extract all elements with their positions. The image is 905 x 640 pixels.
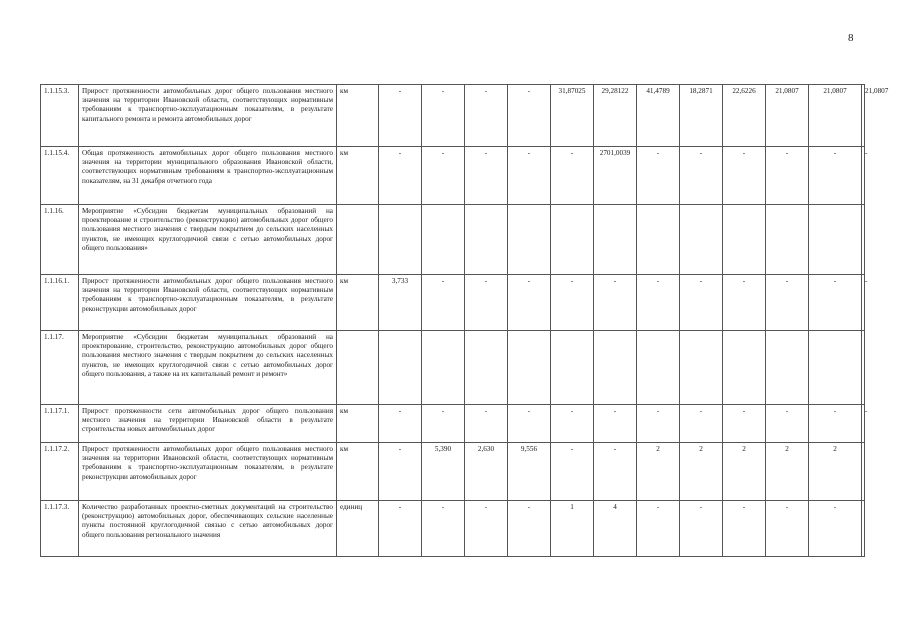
row-code: 1.1.17.3. <box>41 501 79 557</box>
row-value: - <box>422 275 465 331</box>
row-value <box>551 205 594 275</box>
row-value: - <box>422 85 465 147</box>
row-value: - <box>766 501 809 557</box>
row-code: 1.1.15.4. <box>41 147 79 205</box>
row-value: - <box>508 275 551 331</box>
row-description: Мероприятие «Субсидии бюджетам муниципальных образований на проектирование, строительство, реконструкцию автомобильных дорог общего пользования местного значения с твердым покрытием до сельских населенных пунктов, не имеющих круглогодичной связи с сетью автомобильных дорог общего пользования, а также на их капитальный ремонт и ремонт» <box>79 331 337 405</box>
row-code: 1.1.15.3. <box>41 85 79 147</box>
row-description: Прирост протяженности сети автомобильных дорог общего пользования местного значения на территории Ивановской области в результате строительства новых автомобильных дорог <box>79 405 337 443</box>
table-row <box>41 443 865 501</box>
row-value <box>508 331 551 405</box>
row-value: - <box>809 147 862 205</box>
row-value: - <box>809 275 862 331</box>
row-value: 2 <box>766 443 809 501</box>
row-value: - <box>637 501 680 557</box>
row-value: - <box>862 147 865 205</box>
row-value: - <box>379 443 422 501</box>
row-value <box>508 205 551 275</box>
row-value: - <box>723 501 766 557</box>
row-value <box>680 331 723 405</box>
row-value: - <box>594 443 637 501</box>
row-value: - <box>551 147 594 205</box>
indicators-table <box>40 84 889 557</box>
row-value: 31,87025 <box>551 85 594 147</box>
row-value: - <box>766 405 809 443</box>
row-value: 41,4789 <box>637 85 680 147</box>
row-value <box>465 331 508 405</box>
row-value <box>680 205 723 275</box>
row-code: 1.1.17. <box>41 331 79 405</box>
row-value: - <box>594 275 637 331</box>
row-value <box>594 331 637 405</box>
row-value <box>422 331 465 405</box>
row-value: 21,0807 <box>809 85 862 147</box>
row-description: Общая протяженность автомобильных дорог общего пользования местного значения на территории муниципального образования Ивановской области, соответствующих нормативным требованиям к транспортно-эксплуатационным показателям, на 31 декабря отчетного года <box>79 147 337 205</box>
table-row <box>41 205 865 275</box>
row-code: 1.1.16. <box>41 205 79 275</box>
row-value: 5,390 <box>422 443 465 501</box>
row-code: 1.1.17.1. <box>41 405 79 443</box>
row-value: 29,28122 <box>594 85 637 147</box>
row-description: Прирост протяженности автомобильных дорог общего пользования местного значения на территории Ивановской области, соответствующих нормативным требованиям к транспортно-эксплуатационным показателям, в результате реконструкции автомобильных дорог <box>79 275 337 331</box>
row-value: - <box>422 147 465 205</box>
row-value: - <box>465 275 508 331</box>
row-unit: км <box>337 85 379 147</box>
row-value: 2701,0039 <box>594 147 637 205</box>
row-value <box>809 205 862 275</box>
row-value: 2 <box>723 443 766 501</box>
row-value: - <box>551 275 594 331</box>
row-value: 9,556 <box>508 443 551 501</box>
row-unit: единиц <box>337 501 379 557</box>
row-value: - <box>680 275 723 331</box>
row-value: - <box>862 405 865 443</box>
row-value: - <box>508 501 551 557</box>
row-value: - <box>766 275 809 331</box>
row-value <box>379 205 422 275</box>
row-value <box>422 205 465 275</box>
row-value: 2 <box>809 443 862 501</box>
row-value: - <box>508 147 551 205</box>
row-unit: км <box>337 405 379 443</box>
row-value: 2 <box>637 443 680 501</box>
row-value: 4 <box>594 501 637 557</box>
row-value <box>862 443 865 501</box>
row-value: - <box>862 275 865 331</box>
table-row <box>41 275 865 331</box>
row-value: - <box>465 147 508 205</box>
row-value: - <box>551 443 594 501</box>
row-value: - <box>680 405 723 443</box>
row-unit: км <box>337 147 379 205</box>
row-description: Прирост протяженности автомобильных дорог общего пользования местного значения на территории Ивановской области, соответствующих нормативным требованиям к транспортно-эксплуатационным показателям, в результате капитального ремонта и ремонта автомобильных дорог <box>79 85 337 147</box>
row-value <box>862 205 865 275</box>
row-value <box>465 205 508 275</box>
row-value <box>862 501 865 557</box>
row-code: 1.1.17.2. <box>41 443 79 501</box>
row-value <box>766 331 809 405</box>
row-value <box>723 331 766 405</box>
row-value: 22,6226 <box>723 85 766 147</box>
row-value <box>862 331 865 405</box>
row-value: - <box>680 147 723 205</box>
row-description: Мероприятие «Субсидии бюджетам муниципальных образований на проектирование и строительство (реконструкцию) автомобильных дорог общего пользования местного значения с твердым покрытием до сельских населенных пунктов, не имеющих круглогодичной связи с сетью автомобильных дорог общего пользования» <box>79 205 337 275</box>
row-unit: км <box>337 275 379 331</box>
row-value: - <box>723 405 766 443</box>
table-row <box>41 85 865 147</box>
row-value: 3,733 <box>379 275 422 331</box>
row-value: - <box>379 147 422 205</box>
row-value: - <box>594 405 637 443</box>
row-value <box>637 331 680 405</box>
row-value: - <box>809 501 862 557</box>
table-row <box>41 405 865 443</box>
row-value: 21,0807 <box>862 85 865 147</box>
row-value <box>637 205 680 275</box>
row-unit: км <box>337 443 379 501</box>
row-value: - <box>637 147 680 205</box>
table-row <box>41 147 865 205</box>
row-value: - <box>766 147 809 205</box>
row-value: - <box>379 501 422 557</box>
row-value: 21,0807 <box>766 85 809 147</box>
row-value: 2,630 <box>465 443 508 501</box>
table-row <box>41 331 865 405</box>
row-value: - <box>422 405 465 443</box>
row-value: 2 <box>680 443 723 501</box>
row-value <box>551 331 594 405</box>
row-value: - <box>723 275 766 331</box>
row-value <box>379 331 422 405</box>
row-value: - <box>637 275 680 331</box>
row-value: - <box>508 405 551 443</box>
page-number: 8 <box>848 32 854 44</box>
row-value: 1 <box>551 501 594 557</box>
row-value: - <box>422 501 465 557</box>
row-description: Прирост протяженности автомобильных дорог общего пользования местного значения на территории Ивановской области, соответствующих нормативным требованиям к транспортно-эксплуатационным показателям, в результате реконструкции автомобильных дорог <box>79 443 337 501</box>
row-value <box>809 331 862 405</box>
row-unit <box>337 205 379 275</box>
row-value: - <box>680 501 723 557</box>
row-value: - <box>723 147 766 205</box>
row-code: 1.1.16.1. <box>41 275 79 331</box>
row-value <box>766 205 809 275</box>
row-value: - <box>809 405 862 443</box>
row-value: - <box>551 405 594 443</box>
row-value: - <box>465 405 508 443</box>
row-description: Количество разработанных проектно-сметных документаций на строительство (реконструкцию) автомобильных дорог, обеспечивающих сельские населенные пункты постоянной круглогодичной связью с сетью автомобильных дорог общего пользования регионального значения <box>79 501 337 557</box>
row-value: 18,2871 <box>680 85 723 147</box>
row-value: - <box>379 85 422 147</box>
row-value <box>594 205 637 275</box>
table-row <box>41 501 865 557</box>
row-value: - <box>465 501 508 557</box>
row-value: - <box>379 405 422 443</box>
row-value <box>723 205 766 275</box>
row-value: - <box>465 85 508 147</box>
row-value: - <box>637 405 680 443</box>
row-value: - <box>508 85 551 147</box>
row-unit <box>337 331 379 405</box>
